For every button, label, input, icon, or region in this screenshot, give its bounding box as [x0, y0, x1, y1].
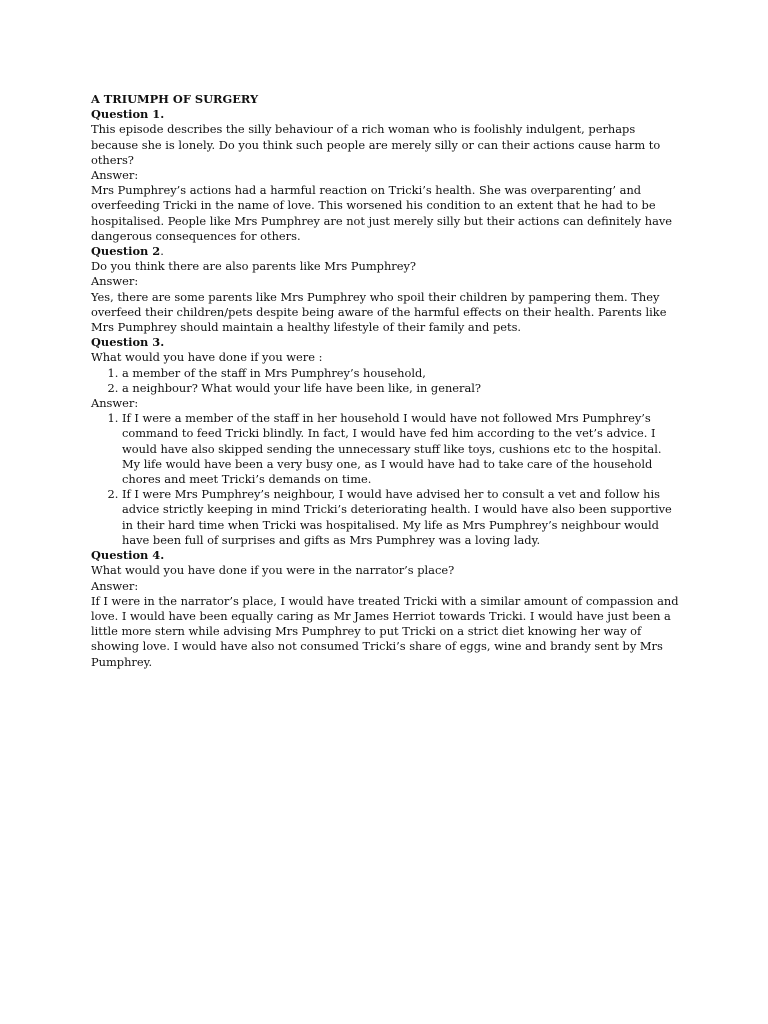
document-page — [91, 92, 683, 670]
question-1-answer-label: Answer: — [91, 168, 139, 183]
question-3-text: What would you have done if you were : — [91, 350, 323, 365]
question-2-text: Do you think there are also parents like Mrs Pumphrey? — [91, 259, 417, 274]
question-1-answer: Mrs Pumphrey’s actions had a harmful reaction on Tricki’s health. She was overparenting’ and overfeeding Tricki in the name of love. This worsened his condition to an extent that he had to be hospitalised. People like Mrs Pumphrey are not just merely silly but their actions can definitely have dangerous consequences for others. — [91, 183, 673, 243]
question-2-answer-label: Answer: — [91, 274, 139, 289]
question-4-answer: If I were in the narrator’s place, I would have treated Tricki with a similar amount of compassion and love. I would have been equally caring as Mr James Herriot towards Tricki. I would have just been a little more stern while advising Mrs Pumphrey to put Tricki on a strict diet knowing her way of showing love. I would have also not consumed Tricki’s share of eggs, wine and brandy sent by Mrs Pumphrey. — [91, 593, 679, 669]
question-2-heading-suffix: . — [160, 244, 164, 259]
question-3-answer-item: 1. If I were a member of the staff in her household I would have not followed Mrs Pumphrey’s command to feed Tricki blindly. In fact, I would have fed him according to the vet’s advice. I would have also skipped sending the unnecessary stuff like toys, cushions etc to the hospital. My life would have been a very busy one, as I would have had to take care of the household chores and meet Tricki’s demands on time. — [122, 411, 683, 487]
question-4-heading: Question 4. — [91, 548, 165, 563]
question-1-heading: Question 1. — [91, 107, 165, 122]
question-2-section — [91, 244, 683, 335]
question-3-option: 2. a neighbour? What would your life have been like, in general? — [122, 381, 683, 396]
question-1-text: This episode describes the silly behaviour of a rich woman who is foolishly indulgent, perhaps because she is lonely. Do you think such people are merely silly or can their actions cause harm to others? — [91, 122, 661, 167]
question-3-answers — [91, 411, 683, 548]
question-3-options — [91, 366, 683, 396]
question-3-heading: Question 3. — [91, 335, 165, 350]
question-4-answer-label: Answer: — [91, 578, 139, 593]
question-2-heading: Question 2 — [91, 244, 161, 259]
question-3-option: 1. a member of the staff in Mrs Pumphrey’s household, — [122, 366, 683, 381]
document-title: A TRIUMPH OF SURGERY — [91, 92, 259, 106]
question-4-text: What would you have done if you were in the narrator’s place? — [91, 563, 455, 578]
question-1-section — [91, 107, 683, 244]
question-2-heading-line — [91, 244, 683, 259]
question-2-answer: Yes, there are some parents like Mrs Pumphrey who spoil their children by pampering them. They overfeed their children/pets despite being aware of the harmful effects on their health. Parents like Mrs Pumphrey should maintain a healthy lifestyle of their family and pets. — [91, 289, 667, 335]
question-3-answer-item: 2. If I were Mrs Pumphrey’s neighbour, I would have advised her to consult a vet and follow his advice strictly keeping in mind Tricki’s deteriorating health. I would have also been supportive in their hard time when Tricki was hospitalised. My life as Mrs Pumphrey’s neighbour would have been full of surprises and gifts as Mrs Pumphrey was a loving lady. — [122, 487, 683, 548]
question-3-answer-label: Answer: — [91, 396, 139, 411]
question-3-section — [91, 335, 683, 548]
question-4-section — [91, 548, 683, 670]
